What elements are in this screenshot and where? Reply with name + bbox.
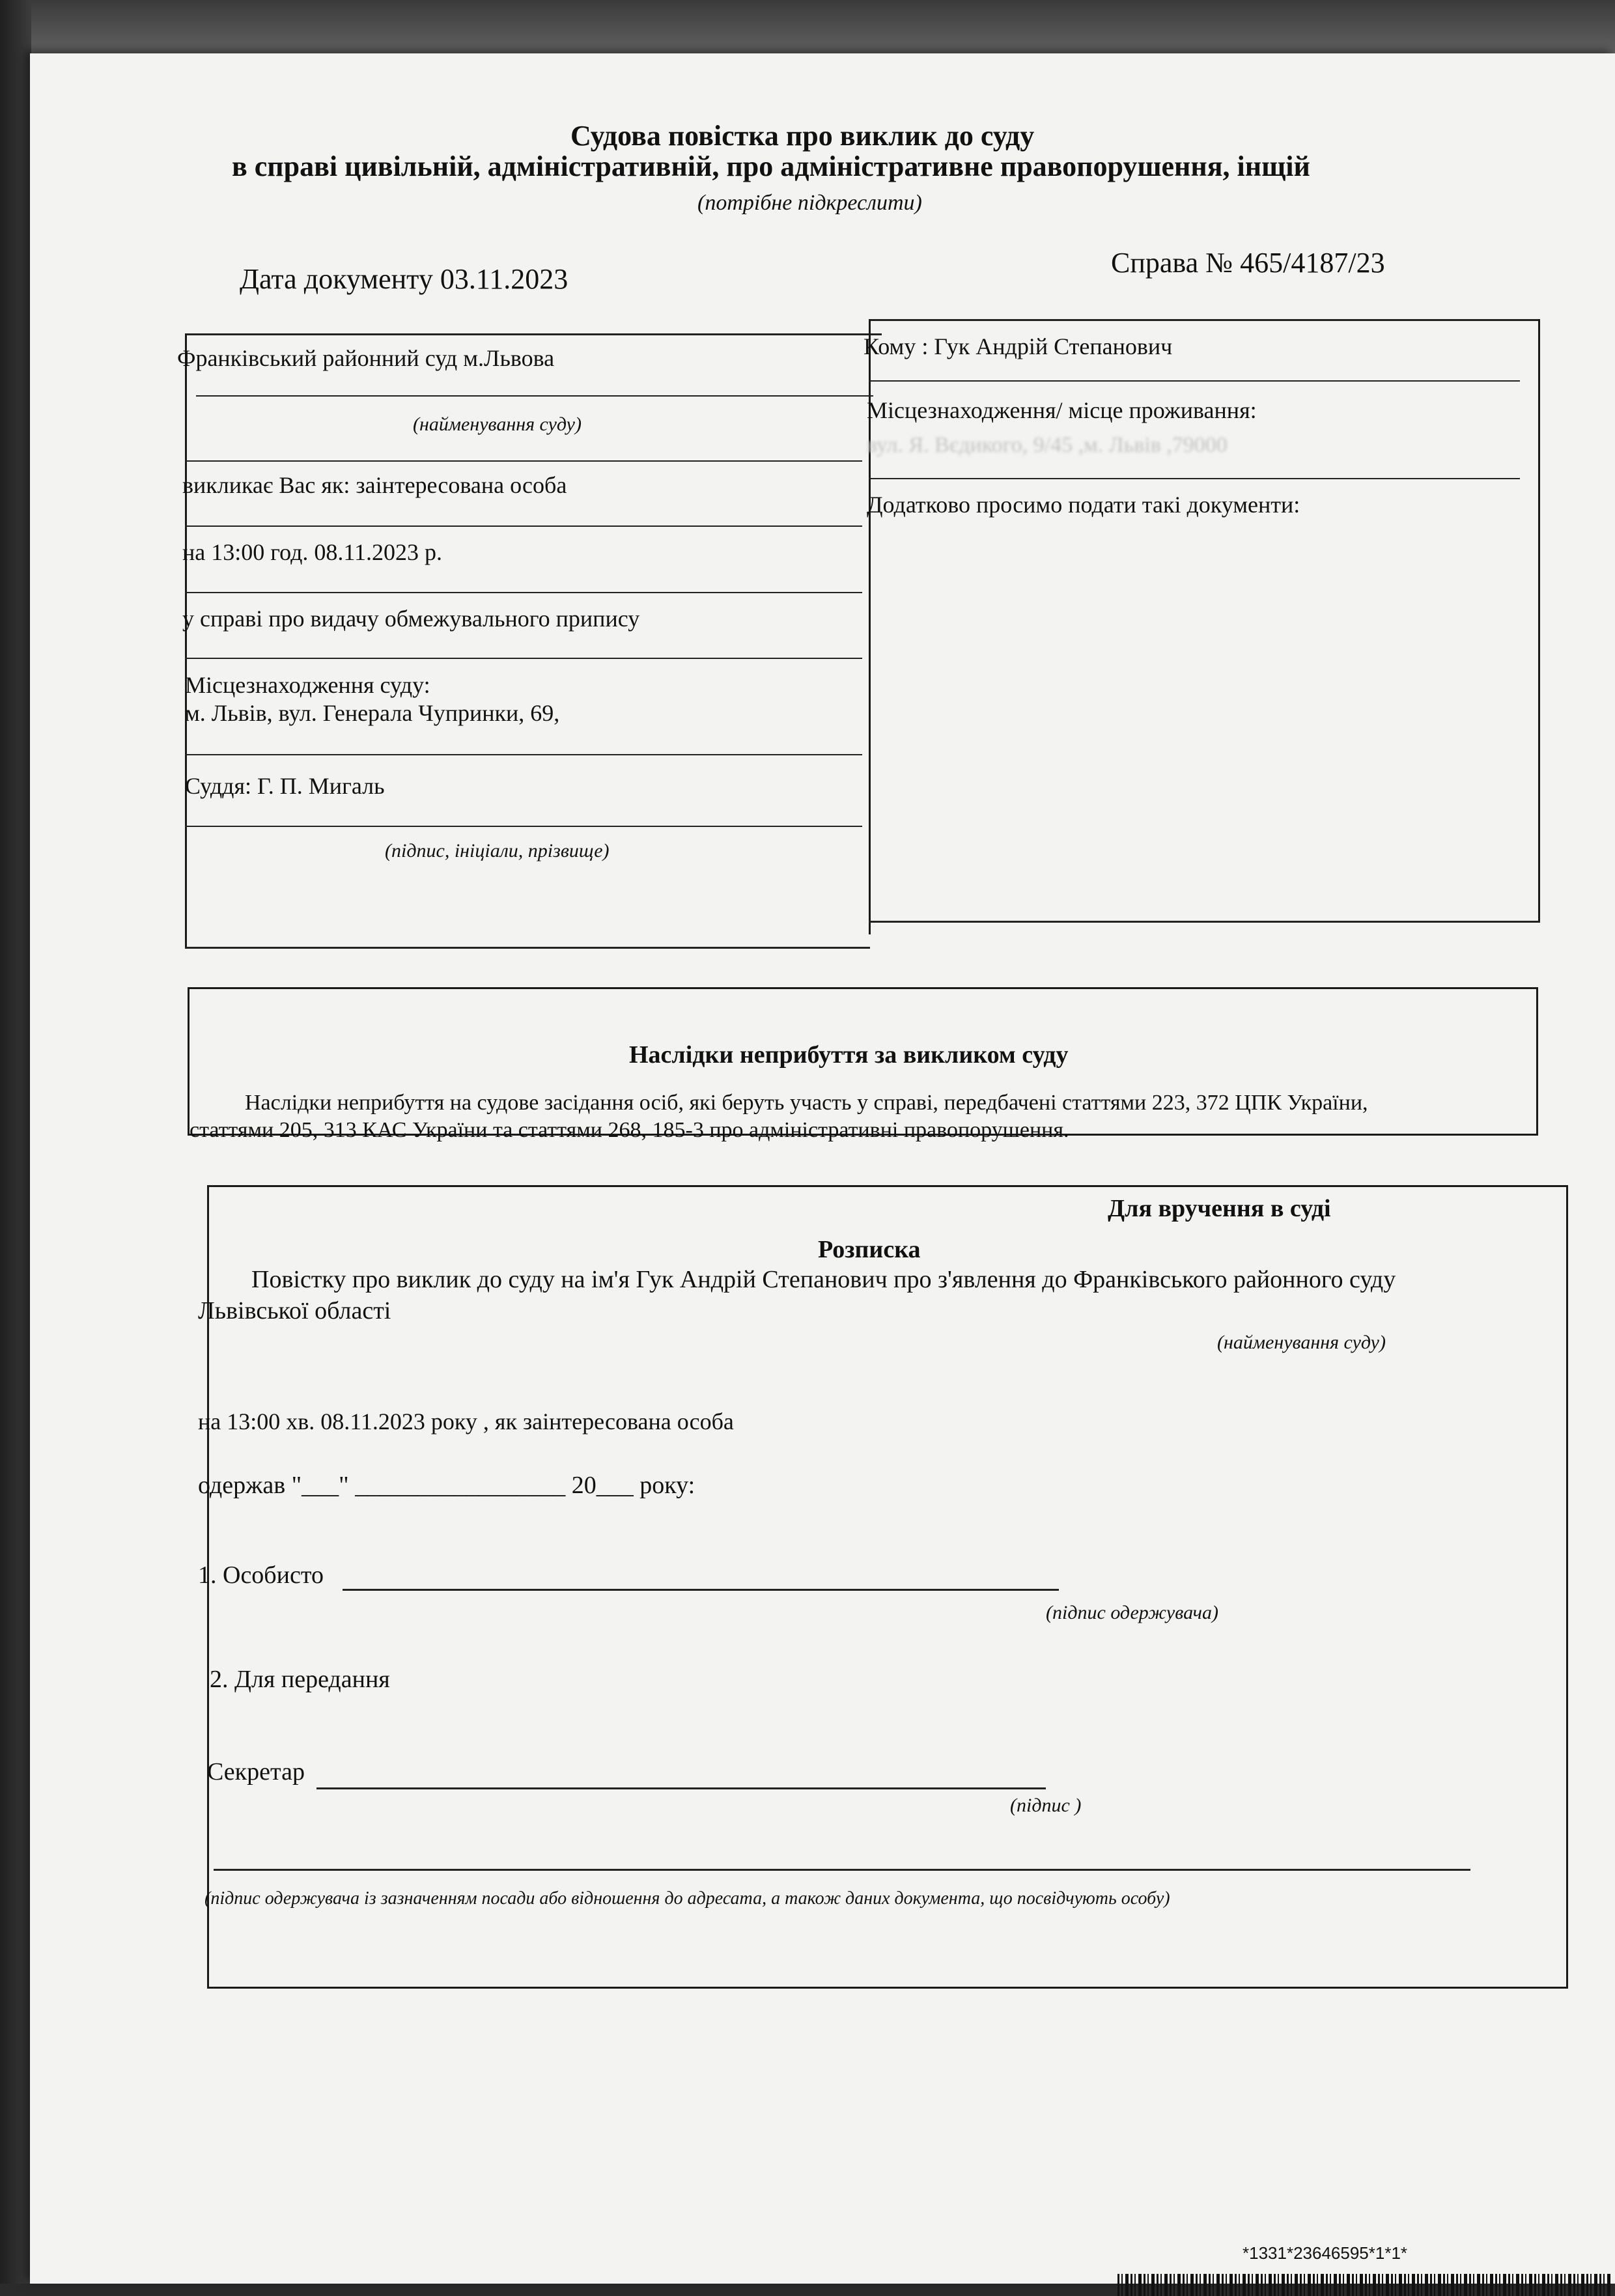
- address-label: Місцезнаходження/ місце проживання:: [867, 397, 1257, 423]
- receipt-court-caption: (найменування суду): [1217, 1332, 1386, 1353]
- case-number: Справа № 465/4187/23: [1111, 247, 1385, 279]
- title-note: (потрібне підкреслити): [697, 191, 922, 215]
- receipt-line-1: Повістку про виклик до суду на ім'я Гук Андрій Степанович про з'явлення до Франківського районного суду: [251, 1266, 1396, 1293]
- personal-signature-line: [343, 1589, 1059, 1591]
- title-line-1: Судова повістка про виклик до суду: [570, 120, 1035, 152]
- form-right-border: [1538, 319, 1540, 921]
- summons-as: викликає Вас як: заінтересована особа: [182, 472, 567, 498]
- secretary-signature-line: [316, 1787, 1046, 1789]
- personal-delivery: 1. Особисто: [198, 1561, 324, 1589]
- receipt-time-line: на 13:00 хв. 08.11.2023 року , як заінтересована особа: [198, 1408, 734, 1435]
- barcode: [1117, 2274, 1612, 2296]
- summons-as-line: [185, 525, 862, 527]
- court-name-caption: (найменування суду): [413, 413, 582, 435]
- received-line: одержав "___" _________________ 20___ року:: [198, 1472, 695, 1499]
- court-name: Франківський районний суд м.Львова: [177, 345, 555, 371]
- bottom-signature-caption: (підпис одержувача із зазначенням посади або відношення до адресата, а також даних документа, що посвідчують особу): [204, 1888, 1170, 1909]
- case-subject: у справі про видачу обмежувального припису: [182, 606, 640, 632]
- consequences-text-1: Наслідки неприбуття на судове засідання осіб, які беруть участь у справі, передбачені статтями 223, 372 ЦПК України,: [245, 1091, 1368, 1115]
- caption-line: [185, 460, 862, 462]
- receipt-line-2: Львівської області: [198, 1297, 391, 1324]
- for-court-delivery: Для вручення в суді: [1108, 1195, 1331, 1222]
- barcode-text: *1331*23646595*1*1*: [1243, 2243, 1408, 2263]
- judge-caption: (підпис, ініціали, прізвище): [385, 840, 610, 861]
- court-location-value: м. Львів, вул. Генерала Чупринки, 69,: [185, 700, 560, 726]
- hearing-time: на 13:00 год. 08.11.2023 р.: [182, 539, 443, 565]
- transfer-delivery: 2. Для передання: [210, 1666, 390, 1693]
- title-line-2: в справі цивільній, адміністративній, про адміністративне правопорушення, інщій: [232, 150, 1310, 182]
- address-line: [869, 478, 1520, 479]
- consequences-title: Наслідки неприбуття за викликом суду: [629, 1041, 1069, 1069]
- document-date: Дата документу 03.11.2023: [240, 263, 569, 295]
- form-top-right-border: [869, 319, 1539, 321]
- form-bottom-left-border: [185, 947, 870, 949]
- bottom-signature-line: [214, 1869, 1470, 1871]
- address-value: вул. Я. Вєдикого, 9/45 ,м. Львів ,79000: [867, 433, 1228, 457]
- form-left-border: [185, 333, 187, 949]
- receipt-box: [207, 1185, 1568, 1989]
- judge-line: [185, 826, 862, 827]
- documents-request: Додатково просимо подати такі документи:: [867, 492, 1300, 518]
- consequences-text-2: статтями 205, 313 КАС України та статтями 268, 185-3 про адміністративні правопорушення.: [190, 1118, 1069, 1142]
- scan-border-left: [0, 0, 31, 2284]
- court-location-line: [185, 754, 862, 755]
- receipt-title: Розписка: [818, 1236, 921, 1263]
- judge-name: Суддя: Г. П. Мигаль: [185, 773, 385, 799]
- scan-border-top: [0, 0, 1615, 62]
- court-location-label: Місцезнаходження суду:: [185, 672, 430, 698]
- secretary-label: Секретар: [207, 1758, 305, 1785]
- secretary-caption: (підпис ): [1010, 1795, 1082, 1816]
- recipient-line: [869, 380, 1520, 382]
- case-subject-line: [185, 658, 862, 659]
- form-top-left-border: [185, 333, 882, 335]
- document-page: [30, 53, 1615, 2284]
- personal-signature-caption: (підпис одержувача): [1046, 1602, 1218, 1623]
- recipient-name: Кому : Гук Андрій Степанович: [864, 333, 1173, 359]
- court-name-line: [196, 395, 873, 397]
- form-bottom-right-border: [869, 921, 1540, 923]
- hearing-time-line: [185, 592, 862, 593]
